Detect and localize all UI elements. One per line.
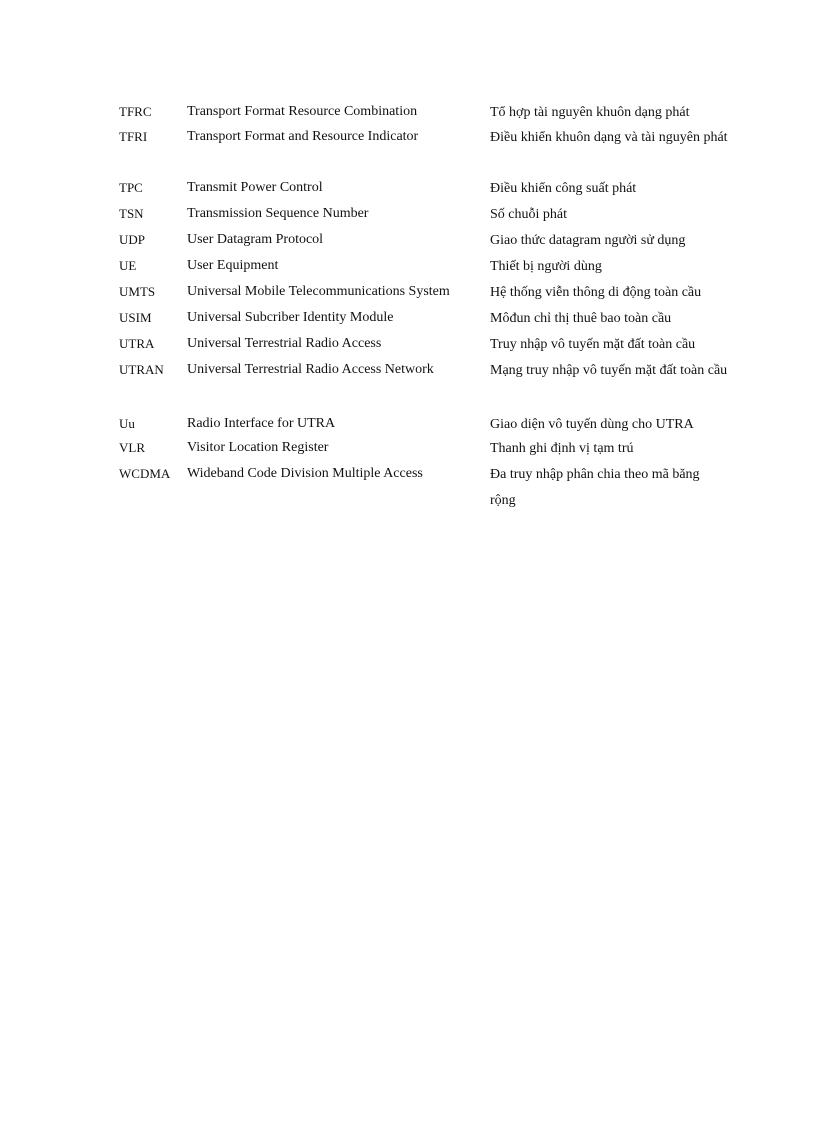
english-term: User Equipment [187, 258, 279, 273]
abbreviation-table [119, 100, 729, 516]
vietnamese-meaning: Giao diện vô tuyến dùng cho UTRA [490, 417, 694, 432]
abbreviation: TFRI [119, 129, 148, 144]
abbreviation: UE [119, 258, 137, 273]
vietnamese-meaning: Số chuỗi phát [490, 207, 567, 222]
vietnamese-meaning: Hệ thống viễn thông di động toàn cầu [490, 285, 702, 300]
english-term: Transmission Sequence Number [187, 206, 369, 221]
table-row [119, 100, 729, 125]
abbreviation: USIM [119, 310, 152, 325]
vietnamese-meaning: Truy nhập vô tuyến mặt đất toàn cầu [490, 337, 696, 352]
table-row [119, 306, 729, 332]
table-row [119, 412, 729, 436]
english-term: Transport Format and Resource Indicator [187, 129, 419, 144]
table-row [119, 228, 729, 254]
table-row [119, 202, 729, 228]
english-term: Universal Terrestrial Radio Access Network [187, 362, 434, 377]
english-term: Radio Interface for UTRA [187, 416, 336, 431]
vietnamese-meaning: Thanh ghi định vị tạm trú [490, 441, 634, 456]
table-row [119, 332, 729, 358]
english-term: Wideband Code Division Multiple Access [187, 466, 423, 481]
table-row [119, 125, 729, 176]
abbreviation: TFRC [119, 104, 152, 119]
table-row [119, 436, 729, 462]
abbreviation: VLR [119, 440, 145, 455]
english-term: Transport Format Resource Combination [187, 104, 418, 119]
abbreviation: WCDMA [119, 466, 171, 481]
vietnamese-meaning: Mạng truy nhập vô tuyến mặt đất toàn cầu [490, 363, 728, 378]
abbreviation: TSN [119, 206, 144, 221]
vietnamese-meaning: Thiết bị người dùng [490, 259, 602, 274]
english-term: Transmit Power Control [187, 180, 323, 195]
abbreviation: UTRA [119, 336, 155, 351]
table-row [119, 176, 729, 202]
english-term: Visitor Location Register [187, 440, 329, 455]
vietnamese-meaning: Tổ hợp tài nguyên khuôn dạng phát [490, 105, 690, 120]
vietnamese-meaning: Đa truy nhập phân chia theo mã băng rộng [490, 467, 700, 508]
table-row [119, 358, 729, 412]
abbreviation: TPC [119, 180, 143, 195]
table-row [119, 280, 729, 306]
abbreviation: UTRAN [119, 362, 164, 377]
vietnamese-meaning: Điều khiển khuôn dạng và tài nguyên phát [490, 130, 728, 145]
vietnamese-meaning: Giao thức datagram người sử dụng [490, 233, 686, 248]
abbreviation: UDP [119, 232, 146, 247]
vietnamese-meaning: Điều khiển công suất phát [490, 181, 637, 196]
table-row [119, 254, 729, 280]
english-term: Universal Subcriber Identity Module [187, 310, 394, 325]
english-term: User Datagram Protocol [187, 232, 324, 247]
abbreviation: UMTS [119, 284, 156, 299]
vietnamese-meaning: Môđun chỉ thị thuê bao toàn cầu [490, 311, 672, 326]
abbreviation: Uu [119, 416, 135, 431]
english-term: Universal Terrestrial Radio Access [187, 336, 382, 351]
english-term: Universal Mobile Telecommunications System [187, 284, 450, 299]
table-row [119, 462, 729, 516]
